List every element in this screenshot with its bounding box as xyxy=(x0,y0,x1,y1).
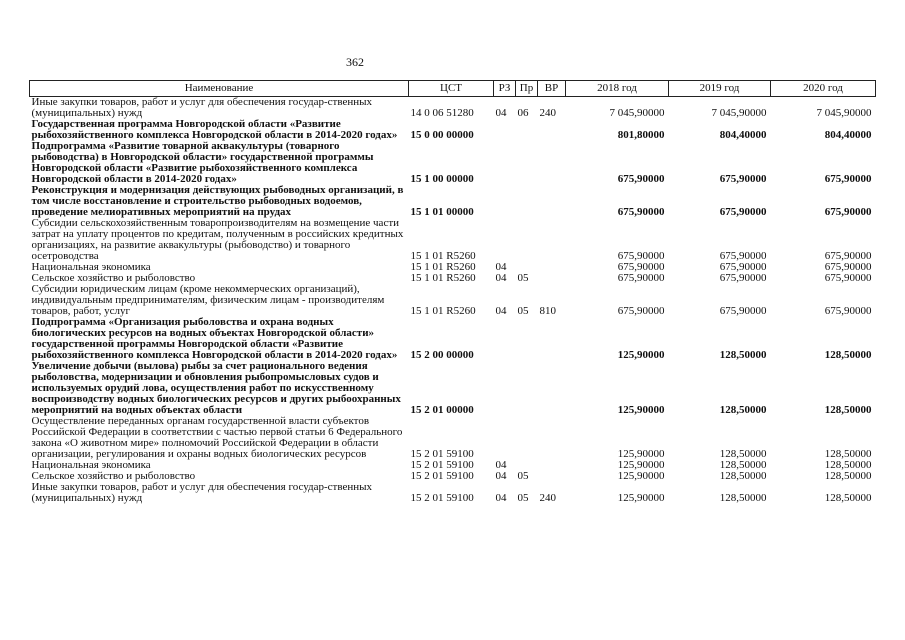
cell-2018: 675,90000 xyxy=(617,206,665,218)
cell-vr xyxy=(538,361,566,416)
cell-name: Осуществление переданных органам государственной власти субъектов Российской Федерации в соответствии с частью первой статьи 6 Федерального закона «О животном мире» полномочий Российской Федерации в области организации, регулирования и охраны водных биологических ресурсов xyxy=(31,415,403,460)
cell-cst: 14 0 06 51280 xyxy=(410,107,474,119)
cell-2019: 128,50000 xyxy=(719,404,767,416)
cell-2020: 675,90000 xyxy=(824,305,872,317)
cell-vr xyxy=(538,460,566,471)
cell-name: Сельское хозяйство и рыболовство xyxy=(31,470,196,482)
cell-cst: 15 2 01 00000 xyxy=(410,404,474,416)
cell-name: Подпрограмма «Организация рыболовства и охрана водных биологических ресурсов на водных объектах Новгородской области» государственной программы Новгородской области «Развитие рыбохозяйственного комплекса Новгородской области в 2014-2020 годах» xyxy=(31,316,398,361)
cell-vr xyxy=(538,119,566,141)
cell-2019: 128,50000 xyxy=(719,448,767,460)
cell-name: Реконструкция и модернизация действующих рыбоводных организаций, в том числе восстановление и строительство рыбоводных водоемов, проведение мелиоративных мероприятий на прудах xyxy=(31,184,404,218)
table-row xyxy=(30,119,876,141)
table-row xyxy=(30,482,876,504)
cell-rz xyxy=(494,185,516,218)
table-header-row xyxy=(30,81,876,97)
cell-name: Субсидии сельскохозяйственным товаропроизводителям на возмещение части затрат на уплату процентов по кредитам, полученным в российских кредитных организациях, на развитие аквакультуры (рыбоводство) и товарного осетроводства xyxy=(31,217,404,262)
table-body xyxy=(30,97,876,505)
cell-2019: 675,90000 xyxy=(719,305,767,317)
cell-2020: 675,90000 xyxy=(824,206,872,218)
cell-rz xyxy=(494,317,516,361)
cell-vr xyxy=(538,218,566,262)
cell-cst: 15 1 01 R5260 xyxy=(410,261,476,273)
col-header-cst: ЦСТ xyxy=(409,81,494,97)
cell-rz: 04 xyxy=(495,459,507,471)
cell-2018: 125,90000 xyxy=(617,459,665,471)
cell-pr: 05 xyxy=(517,470,529,482)
cell-pr: 05 xyxy=(517,492,529,504)
cell-2018: 675,90000 xyxy=(617,250,665,262)
cell-2018: 125,90000 xyxy=(617,404,665,416)
cell-cst: 15 0 00 00000 xyxy=(410,129,474,141)
cell-cst: 15 2 00 00000 xyxy=(410,349,474,361)
table-row xyxy=(30,97,876,120)
cell-rz xyxy=(494,361,516,416)
cell-pr xyxy=(516,119,538,141)
cell-rz: 04 xyxy=(495,470,507,482)
cell-2020: 128,50000 xyxy=(824,404,872,416)
cell-pr: 05 xyxy=(517,305,529,317)
cell-vr xyxy=(538,471,566,482)
cell-2019: 7 045,90000 xyxy=(711,107,767,119)
cell-2020: 128,50000 xyxy=(824,459,872,471)
cell-rz xyxy=(494,218,516,262)
cell-2020: 675,90000 xyxy=(824,272,872,284)
cell-name: Сельское хозяйство и рыболовство xyxy=(31,272,196,284)
cell-pr xyxy=(516,317,538,361)
cell-2019: 675,90000 xyxy=(719,272,767,284)
cell-rz xyxy=(494,416,516,460)
col-header-name: Наименование xyxy=(30,81,409,97)
col-header-rz: РЗ xyxy=(494,81,516,97)
cell-2020: 675,90000 xyxy=(824,173,872,185)
cell-2018: 7 045,90000 xyxy=(609,107,665,119)
page-number: 362 xyxy=(346,55,364,69)
cell-2018: 125,90000 xyxy=(617,349,665,361)
cell-vr xyxy=(538,416,566,460)
cell-rz: 04 xyxy=(495,492,507,504)
cell-2019: 128,50000 xyxy=(719,470,767,482)
cell-2020: 675,90000 xyxy=(824,250,872,262)
cell-2020: 675,90000 xyxy=(824,261,872,273)
cell-name: Национальная экономика xyxy=(31,459,151,471)
cell-pr xyxy=(516,361,538,416)
cell-vr: 240 xyxy=(539,107,556,119)
cell-2019: 128,50000 xyxy=(719,459,767,471)
cell-vr xyxy=(538,317,566,361)
cell-vr xyxy=(538,273,566,284)
table-row xyxy=(30,185,876,218)
cell-2018: 125,90000 xyxy=(617,492,665,504)
cell-2020: 128,50000 xyxy=(824,349,872,361)
cell-pr xyxy=(516,185,538,218)
cell-name: Субсидии юридическим лицам (кроме некоммерческих организаций), индивидуальным предпринимателям, физическим лицам - производителям товаров, работ, услуг xyxy=(31,283,385,317)
cell-2019: 128,50000 xyxy=(719,492,767,504)
cell-cst: 15 1 00 00000 xyxy=(410,173,474,185)
cell-2018: 675,90000 xyxy=(617,272,665,284)
cell-2020: 804,40000 xyxy=(824,129,872,141)
cell-2018: 675,90000 xyxy=(617,173,665,185)
cell-vr: 240 xyxy=(539,492,556,504)
cell-rz: 04 xyxy=(495,107,507,119)
cell-cst: 15 1 01 R5260 xyxy=(410,305,476,317)
cell-cst: 15 1 01 R5260 xyxy=(410,272,476,284)
cell-2020: 128,50000 xyxy=(824,492,872,504)
budget-table xyxy=(29,80,876,504)
cell-2020: 7 045,90000 xyxy=(816,107,872,119)
cell-2019: 128,50000 xyxy=(719,349,767,361)
cell-pr xyxy=(516,141,538,185)
cell-name: Государственная программа Новгородской области «Развитие рыбохозяйственного комплекса Новгородской области в 2014-2020 годах» xyxy=(31,118,398,141)
col-header-pr: Пр xyxy=(516,81,538,97)
cell-name: Подпрограмма «Развитие товарной аквакультуры (товарного рыбоводства) в Новгородской области» государственной программы Новгородской области «Развитие рыбохозяйственного комплекса Новгородской области в 2014-2020 годах» xyxy=(31,140,374,185)
cell-pr xyxy=(516,416,538,460)
cell-name: Иные закупки товаров, работ и услуг для обеспечения государ-ственных (муниципальных) нужд xyxy=(31,481,373,504)
cell-pr xyxy=(516,218,538,262)
cell-2019: 675,90000 xyxy=(719,261,767,273)
col-header-2019: 2019 год xyxy=(669,81,771,97)
cell-2020: 128,50000 xyxy=(824,470,872,482)
table-row xyxy=(30,218,876,262)
cell-rz xyxy=(494,119,516,141)
table-row xyxy=(30,317,876,361)
cell-2019: 804,40000 xyxy=(719,129,767,141)
cell-2018: 125,90000 xyxy=(617,470,665,482)
col-header-2020: 2020 год xyxy=(771,81,876,97)
cell-cst: 15 1 01 00000 xyxy=(410,206,474,218)
cell-2019: 675,90000 xyxy=(719,173,767,185)
cell-2019: 675,90000 xyxy=(719,250,767,262)
cell-rz: 04 xyxy=(495,272,507,284)
cell-name: Иные закупки товаров, работ и услуг для обеспечения государ-ственных (муниципальных) нужд xyxy=(31,96,373,119)
cell-pr: 05 xyxy=(517,272,529,284)
table-row xyxy=(30,416,876,460)
cell-2018: 125,90000 xyxy=(617,448,665,460)
cell-2018: 675,90000 xyxy=(617,261,665,273)
cell-cst: 15 1 01 R5260 xyxy=(410,250,476,262)
cell-vr: 810 xyxy=(539,305,556,317)
cell-rz: 04 xyxy=(495,305,507,317)
cell-name: Увеличение добычи (вылова) рыбы за счет рационального ведения рыболовства, модернизации и обновления рыбопромысловых судов и используемых орудий лова, осуществления работ по искусственному воспроизводству водных биологических ресурсов и других рыбоохранных мероприятий на водных объектах области xyxy=(31,360,401,416)
col-header-2018: 2018 год xyxy=(566,81,669,97)
cell-2018: 801,80000 xyxy=(617,129,665,141)
cell-cst: 15 2 01 59100 xyxy=(410,448,474,460)
cell-vr xyxy=(538,141,566,185)
cell-vr xyxy=(538,185,566,218)
cell-2018: 675,90000 xyxy=(617,305,665,317)
cell-vr xyxy=(538,262,566,273)
table-row xyxy=(30,361,876,416)
cell-pr: 06 xyxy=(517,107,529,119)
cell-cst: 15 2 01 59100 xyxy=(410,470,474,482)
cell-rz: 04 xyxy=(495,261,507,273)
table-row xyxy=(30,141,876,185)
cell-cst: 15 2 01 59100 xyxy=(410,492,474,504)
cell-rz xyxy=(494,141,516,185)
table-row xyxy=(30,284,876,317)
col-header-vr: ВР xyxy=(538,81,566,97)
cell-name: Национальная экономика xyxy=(31,261,151,273)
cell-2020: 128,50000 xyxy=(824,448,872,460)
cell-cst: 15 2 01 59100 xyxy=(410,459,474,471)
cell-2019: 675,90000 xyxy=(719,206,767,218)
